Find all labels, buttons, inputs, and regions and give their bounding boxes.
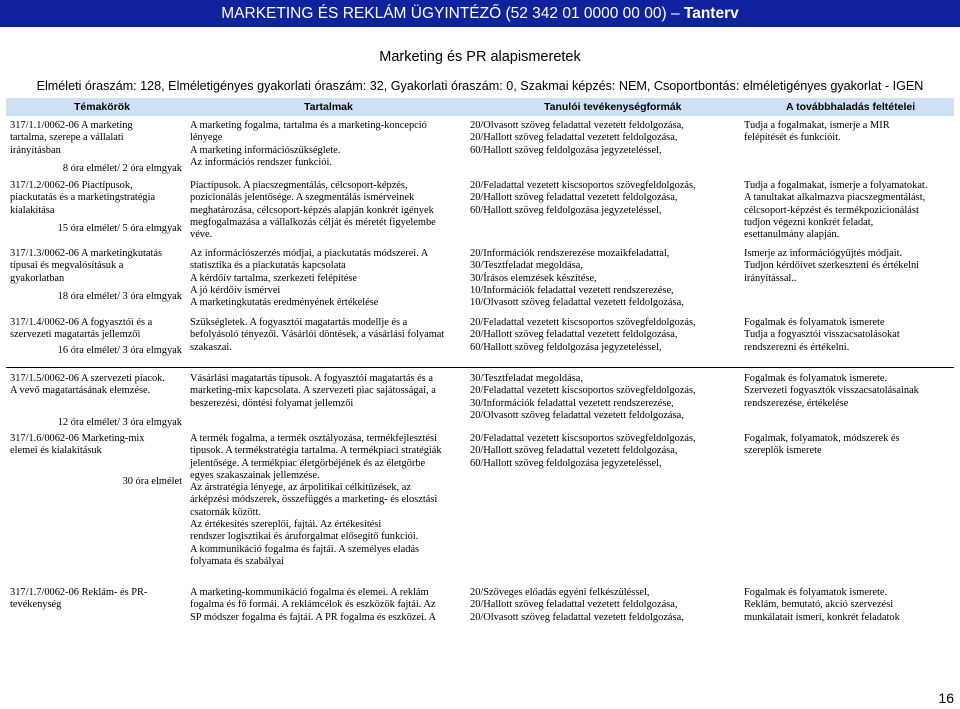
content-cell bbox=[190, 248, 460, 309]
conditions-cell bbox=[744, 587, 956, 624]
content-cell-line: A jó kérdőív ismérvei bbox=[190, 284, 281, 296]
hours-label: 18 óra elmélet/ 3 óra elmgyak bbox=[57, 291, 182, 302]
content-cell-line: Az értékesítés szereplői, fajtái. Az értékesítési bbox=[190, 519, 382, 531]
activities-cell-line: 20/Hallott szöveg feladattal vezetett feldolgozása, bbox=[470, 599, 678, 611]
activities-cell bbox=[470, 120, 735, 157]
content-cell bbox=[190, 587, 460, 624]
content-cell-line: árképzési módszerek, összefüggés a marketing- és elosztási bbox=[190, 494, 438, 506]
topic-cell-line: tevékenység bbox=[10, 599, 62, 611]
content-cell-line: marketing-mix kapcsolata. A szervezeti piac sajátosságai, a bbox=[190, 385, 436, 397]
content-cell-line: Az árstratégia lényege, az árpolitikai célkitűzések, az bbox=[190, 482, 411, 494]
conditions-cell-line: Tudjon kérdőívet szerkeszteni és értékelni bbox=[744, 260, 920, 272]
content-cell-line: befolyásoló tényezői. Vásárlói döntések, a vásárlási folyamat bbox=[190, 329, 445, 341]
conditions-cell-line: Fogalmak és folyamatok ismerete. bbox=[744, 373, 888, 384]
document-header bbox=[0, 0, 960, 27]
hours-label: 8 óra elmélet/ 2 óra elmgyak bbox=[62, 163, 182, 174]
content-cell-line: A kommunikáció fogalma és fajtái. A személyes eladás bbox=[190, 543, 420, 555]
col-header-activities: Tanulói tevékenységformák bbox=[544, 101, 682, 113]
content-cell-line: fogalma és fő formái. A reklámcélok és eszközök fajtái. Az bbox=[190, 599, 436, 611]
content-cell-line: A kérdőív tartalma, szerkezeti felépítése bbox=[190, 272, 358, 284]
topic-cell bbox=[10, 317, 182, 342]
conditions-cell-line: munkálatait ismeri, konkrét feladatok bbox=[744, 611, 900, 623]
conditions-cell-line: A tanultakat alkalmazva piacszegmentálást, bbox=[744, 192, 926, 204]
content-cell-line: csatornák között. bbox=[190, 506, 261, 518]
content-cell-line: pozicionálás jelentősége. A szegmentálás ismérveinek bbox=[190, 192, 415, 204]
conditions-cell bbox=[744, 248, 956, 285]
content-cell-line: meghatározása, célcsoport-képzés alapján konkrét igények bbox=[190, 204, 434, 216]
topic-cell bbox=[10, 120, 182, 157]
conditions-cell-line: Fogalmak és folyamatok ismerete. bbox=[744, 587, 888, 598]
header-title: MARKETING ÉS REKLÁM ÜGYINTÉZŐ (52 342 01 0000 00 00) bbox=[221, 5, 667, 22]
content-cell bbox=[190, 120, 460, 169]
activities-cell-line: 20/Feladattal vezetett kiscsoportos szövegfeldolgozás, bbox=[470, 433, 696, 444]
conditions-cell-line: felépítését és funkcióit. bbox=[744, 132, 841, 144]
content-cell-line: típusok. A termékstratégia tartalma. A termékpiaci stratégiák bbox=[190, 445, 442, 457]
activities-cell-line: 30/Tesztfeladat megoldása, bbox=[470, 260, 583, 272]
conditions-cell-line: irányítással.. bbox=[744, 272, 797, 284]
content-cell bbox=[190, 433, 460, 568]
hours-label: 12 óra elmélet/ 3 óra elmgyak bbox=[57, 417, 182, 428]
content-cell-line: A termék fogalma, a termék osztályozása, termékfejlesztési bbox=[190, 433, 437, 444]
section-divider bbox=[6, 367, 954, 368]
activities-cell-line: 20/Hallott szöveg feladattal vezetett feldolgozása, bbox=[470, 445, 678, 457]
activities-cell-line: 20/Hallott szöveg feladattal vezetett feldolgozása, bbox=[470, 132, 678, 144]
activities-cell-line: 20/Feladattal vezetett kiscsoportos szövegfeldolgozás, bbox=[470, 317, 696, 328]
topic-cell-line: piackutatás és a marketingstratégia bbox=[10, 192, 156, 204]
table-header bbox=[6, 98, 954, 116]
content-cell-line: A marketing-kommunikáció fogalma és elemei. A reklám bbox=[190, 587, 429, 598]
content-cell-line: SP módszer fogalma és fajtái. A PR fogalma és eszközei. A bbox=[190, 611, 437, 623]
topic-cell bbox=[10, 433, 182, 458]
activities-cell-line: 20/Hallott szöveg feladattal vezetett feldolgozása, bbox=[470, 192, 678, 204]
conditions-cell bbox=[744, 317, 956, 354]
topic-cell-line: 317/1.6/0062-06 Marketing-mix bbox=[10, 433, 145, 444]
conditions-cell-line: Fogalmak, folyamatok, módszerek és bbox=[744, 433, 900, 444]
content-cell-line: egyes szakaszainak jellemzése. bbox=[190, 469, 320, 481]
activities-cell-line: 10/Olvasott szöveg feladattal vezetett feldolgozása, bbox=[470, 297, 684, 309]
activities-cell-line: 30/Írásos elemzések készítése, bbox=[470, 272, 597, 284]
conditions-cell-line: Tudja a fogyasztói visszacsatolásokat bbox=[744, 329, 900, 341]
content-cell-line: megfogalmazása a vállalkozás célját és méretét figyelembe bbox=[190, 216, 436, 228]
header-dash: – bbox=[670, 5, 680, 22]
page-number: 16 bbox=[938, 690, 954, 706]
content-cell-line: Az információszerzés módjai, a piackutatás módszerei. A bbox=[190, 248, 429, 259]
conditions-cell-line: célcsoport-képzést és termékpozicionálást bbox=[744, 204, 919, 216]
activities-cell bbox=[470, 373, 735, 422]
conditions-cell-line: rendszerezése, értékelése bbox=[744, 397, 849, 409]
activities-cell bbox=[470, 587, 735, 624]
activities-cell-line: 60/Hallott szöveg feldolgozása jegyzeteléssel, bbox=[470, 457, 662, 469]
col-header-conditions: A továbbhaladás feltételei bbox=[786, 101, 916, 113]
conditions-cell-line: Tudja a fogalmakat, ismerje a MIR bbox=[744, 120, 890, 131]
conditions-cell bbox=[744, 433, 956, 458]
conditions-cell-line: Tudja a fogalmakat, ismerje a folyamatokat. bbox=[744, 180, 928, 191]
topic-cell-line: tartalma, szerepe a vállalati bbox=[10, 132, 124, 144]
content-cell-line: beszerezési, döntési folyamat jellemzői bbox=[190, 397, 354, 409]
activities-cell-line: 60/Hallott szöveg feldolgozása jegyzeteléssel, bbox=[470, 144, 662, 156]
content-cell bbox=[190, 180, 460, 241]
conditions-cell-line: Reklám, bemutató, akció szervezési bbox=[744, 599, 894, 611]
activities-cell-line: 20/Feladattal vezetett kiscsoportos szövegfeldolgozás, bbox=[470, 180, 696, 191]
topic-cell bbox=[10, 587, 182, 612]
content-cell-line: lényege bbox=[190, 132, 223, 144]
activities-cell bbox=[470, 248, 735, 309]
topic-cell-line: A vevő magatartásának elemzése. bbox=[10, 385, 151, 397]
content-cell-line: véve. bbox=[190, 229, 213, 241]
content-cell bbox=[190, 373, 460, 410]
content-cell bbox=[190, 317, 460, 354]
activities-cell-line: 60/Hallott szöveg feldolgozása jegyzeteléssel, bbox=[470, 341, 662, 353]
content-cell-line: Vásárlási magatartás típusok. A fogyasztói magatartás és a bbox=[190, 373, 433, 384]
content-cell-line: Az információs rendszer funkciói. bbox=[190, 156, 332, 168]
hours-label: 16 óra elmélet/ 3 óra elmgyak bbox=[57, 345, 182, 356]
topic-cell bbox=[10, 373, 182, 398]
content-cell-line: A marketing fogalma, tartalma és a marketing-koncepció bbox=[190, 120, 427, 131]
activities-cell bbox=[470, 433, 735, 470]
topic-cell-line: szervezeti magatartás jellemzői bbox=[10, 329, 141, 341]
content-cell-line: A marketing információszükséglete. bbox=[190, 144, 341, 156]
content-cell-line: rendszer logisztikai és áruforgalmat elősegítő funkciói. bbox=[190, 531, 419, 543]
activities-cell-line: 20/Szöveges előadás egyéni felkészüléssel, bbox=[470, 587, 650, 598]
topic-cell bbox=[10, 180, 182, 217]
content-cell-line: szakaszai. bbox=[190, 341, 232, 353]
topic-cell-line: gyakorlatban bbox=[10, 272, 65, 284]
conditions-cell-line: esettanulmány alapján. bbox=[744, 229, 840, 241]
activities-cell bbox=[470, 180, 735, 217]
conditions-cell bbox=[744, 180, 956, 241]
topic-cell-line: kialakítása bbox=[10, 204, 55, 216]
hours-label: 30 óra elmélet bbox=[122, 476, 182, 487]
conditions-cell-line: szereplők ismerete bbox=[744, 445, 822, 457]
topic-cell-line: 317/1.7/0062-06 Reklám- és PR- bbox=[10, 587, 148, 598]
content-cell-line: jelentősége. A termékpiac életgörbéjének és az életgörbe bbox=[190, 457, 426, 469]
content-cell-line: Szükségletek. A fogyasztói magatartás modellje és a bbox=[190, 317, 408, 328]
content-cell-line: Piactípusok. A piacszegmentálás, célcsoport-képzés, bbox=[190, 180, 408, 191]
topic-cell bbox=[10, 248, 182, 285]
col-header-contents: Tartalmak bbox=[304, 101, 353, 113]
topic-cell-line: 317/1.1/0062-06 A marketing bbox=[10, 120, 133, 131]
conditions-cell-line: tudjon végezni konkrét feladat, bbox=[744, 216, 874, 228]
content-cell-line: folyamata és szabályai bbox=[190, 555, 285, 567]
activities-cell-line: 20/Információk rendszerezése mozaikfeladattal, bbox=[470, 248, 670, 259]
topic-cell-line: irányításban bbox=[10, 144, 61, 156]
content-cell-line: A marketingkutatás eredményének értékelése bbox=[190, 297, 379, 309]
activities-cell-line: 60/Hallott szöveg feldolgozása jegyzeteléssel, bbox=[470, 204, 662, 216]
activities-cell-line: 10/Információk feladattal vezetett rendszerezése, bbox=[470, 284, 674, 296]
activities-cell-line: 20/Olvasott szöveg feladattal vezetett feldolgozása, bbox=[470, 120, 684, 131]
conditions-cell-line: Fogalmak és folyamatok ismerete bbox=[744, 317, 885, 328]
topic-cell-line: 317/1.3/0062-06 A marketingkutatás bbox=[10, 248, 163, 259]
topic-cell-line: 317/1.4/0062-06 A fogyasztói és a bbox=[10, 317, 153, 328]
conditions-cell bbox=[744, 373, 956, 410]
activities-cell-line: 20/Olvasott szöveg feladattal vezetett feldolgozása, bbox=[470, 409, 684, 421]
topic-cell-line: 317/1.5/0062-06 A szervezeti piacok. bbox=[10, 373, 165, 384]
activities-cell-line: 20/Feladattal vezetett kiscsoportos szövegfeldolgozás, bbox=[470, 385, 696, 397]
topic-cell-line: 317/1.2/0062-06 Piactípusok, bbox=[10, 180, 133, 191]
content-cell-line: statisztika és a piackutatás kapcsolata bbox=[190, 260, 346, 272]
conditions-cell-line: Szervezeti fogyasztók visszacsatolásainak bbox=[744, 385, 919, 397]
activities-cell-line: 20/Olvasott szöveg feladattal vezetett feldolgozása, bbox=[470, 611, 684, 623]
hours-label: 15 óra elmélet/ 5 óra elmgyak bbox=[57, 223, 182, 234]
topic-cell-line: elemei és kialakításuk bbox=[10, 445, 102, 457]
activities-cell bbox=[470, 317, 735, 354]
activities-cell-line: 30/Tesztfeladat megoldása, bbox=[470, 373, 583, 384]
col-header-topics: Témakörök bbox=[74, 101, 131, 113]
page-title: Marketing és PR alapismeretek bbox=[379, 49, 581, 65]
conditions-cell bbox=[744, 120, 956, 145]
activities-cell-line: 30/Információk feladattal vezetett rendszerezése, bbox=[470, 397, 674, 409]
header-doc-type: Tanterv bbox=[683, 5, 739, 22]
activities-cell-line: 20/Hallott szöveg feladattal vezetett feldolgozása, bbox=[470, 329, 678, 341]
conditions-cell-line: rendszerezni és értékelni. bbox=[744, 341, 850, 353]
topic-cell-line: típusai és megvalósításuk a bbox=[10, 260, 124, 272]
conditions-cell-line: Ismerje az információgyűjtés módjait. bbox=[744, 248, 903, 259]
hours-summary: Elméleti óraszám: 128, Elméletigényes gyakorlati óraszám: 32, Gyakorlati óraszám: 0, Szakmai képzés: NEM, Csoportbontás: elméletigényes gyakorlat - IGEN bbox=[36, 79, 924, 93]
